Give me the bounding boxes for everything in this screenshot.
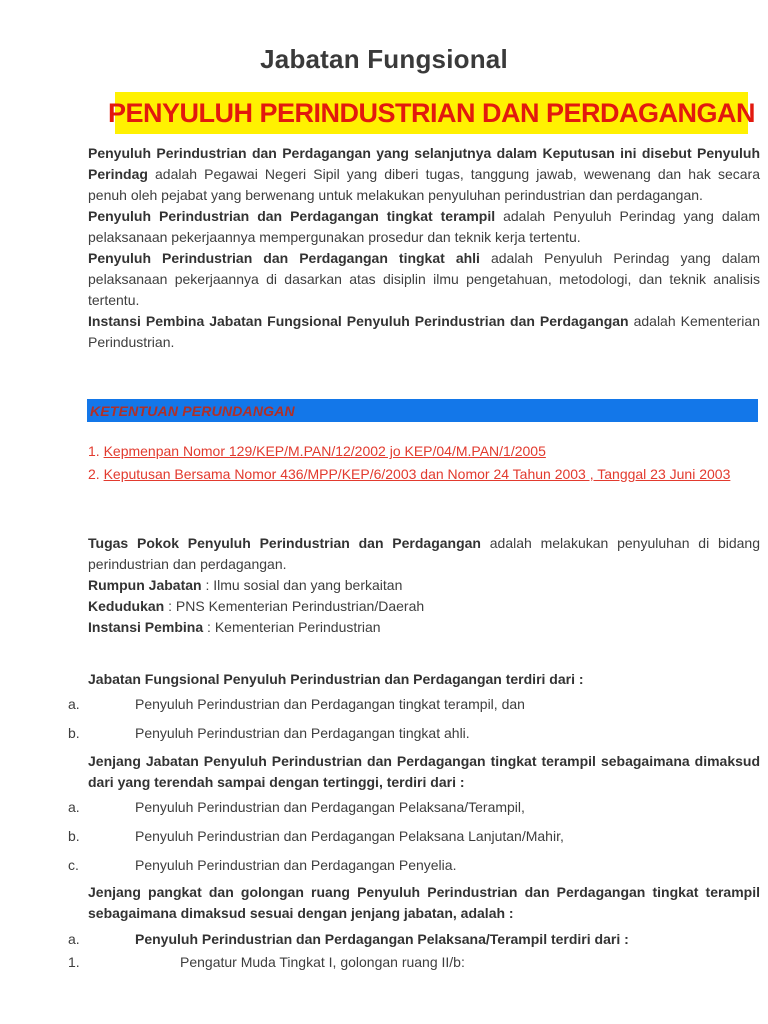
line-tugas-pokok: Tugas Pokok Penyuluh Perindustrian dan Perdagangan adalah melakukan penyuluhan di bidang perindustrian dan perdagangan. bbox=[88, 535, 761, 572]
regulation-line bbox=[88, 463, 760, 486]
paragraph-instansi-pembina: Instansi Pembina Jabatan Fungsional Penyuluh Perindustrian dan Perdagangan adalah Kementerian Perindustrian. bbox=[88, 313, 760, 350]
page-title: Jabatan Fungsional bbox=[260, 44, 508, 74]
regulation-line bbox=[88, 440, 760, 463]
highlighted-heading bbox=[107, 92, 756, 134]
section-heading: Jabatan Fungsional Penyuluh Perindustrian dan Perdagangan terdiri dari : bbox=[88, 671, 584, 687]
section-bar-label: KETENTUAN PERUNDANGAN bbox=[90, 402, 295, 419]
regulation-link-keputusan-bersama[interactable]: Keputusan Bersama Nomor 436/MPP/KEP/6/2003 dan Nomor 24 Tahun 2003 , Tanggal 23 Juni 2003 bbox=[103, 466, 731, 482]
regulation-link-kepmenpan[interactable]: Kepmenpan Nomor 129/KEP/M.PAN/12/2002 jo KEP/04/M.PAN/1/2005 bbox=[103, 443, 546, 459]
section-heading: Jenjang pangkat dan golongan ruang Penyuluh Perindustrian dan Perdagangan tingkat terampil sebagaimana dimaksud sesuai dengan jenjang jabatan, adalah : bbox=[88, 884, 760, 921]
section-jenjang-jabatan bbox=[68, 751, 760, 876]
paragraph-tingkat-ahli: Penyuluh Perindustrian dan Perdagangan tingkat ahli adalah Penyuluh Perindag yang dalam pelaksanaan pekerjaannya di dasarkan atas disiplin ilmu pengetahuan, metodologi, dan teknik analisis tertentu. bbox=[88, 250, 760, 308]
list-item: a. Penyuluh Perindustrian dan Perdagangan Pelaksana/Terampil, bbox=[68, 799, 525, 815]
section-heading: Jenjang Jabatan Penyuluh Perindustrian dan Perdagangan tingkat terampil sebagaimana dimaksud dari yang terendah sampai dengan tertinggi, terdiri dari : bbox=[88, 753, 760, 790]
line-kedudukan: Kedudukan : PNS Kementerian Perindustrian/Daerah bbox=[88, 598, 425, 614]
list-item: b. Penyuluh Perindustrian dan Perdagangan tingkat ahli. bbox=[68, 725, 470, 741]
intro-paragraphs bbox=[88, 143, 760, 353]
section-bar-ketentuan-perundangan bbox=[87, 399, 758, 422]
section-terdiri-dari bbox=[68, 669, 760, 744]
regulation-links bbox=[88, 440, 760, 486]
list-item: a. Penyuluh Perindustrian dan Perdagangan tingkat terampil, dan bbox=[68, 696, 525, 712]
line-rumpun-jabatan: Rumpun Jabatan : Ilmu sosial dan yang berkaitan bbox=[88, 577, 403, 593]
list-item: c. Penyuluh Perindustrian dan Perdagangan Penyelia. bbox=[68, 857, 457, 873]
section-jenjang-pangkat bbox=[68, 882, 760, 973]
paragraph-tingkat-terampil: Penyuluh Perindustrian dan Perdagangan tingkat terampil adalah Penyuluh Perindag yang dalam pelaksanaan pekerjaannya mempergunakan prosedur dan teknik kerja tertentu. bbox=[88, 208, 760, 245]
list-item: b. Penyuluh Perindustrian dan Perdagangan Pelaksana Lanjutan/Mahir, bbox=[68, 828, 564, 844]
regulation-number: 1. bbox=[88, 443, 100, 459]
profile-block bbox=[88, 533, 760, 638]
regulation-number: 2. bbox=[88, 466, 100, 482]
highlighted-heading-text: PENYULUH PERINDUSTRIAN DAN PERDAGANGAN bbox=[107, 97, 756, 128]
paragraph-definition-perindag: Penyuluh Perindustrian dan Perdagangan yang selanjutnya dalam Keputusan ini disebut Penyuluh Perindag adalah Pegawai Negeri Sipil yang diberi tugas, tanggung jawab, wewenang dan hak secara penuh oleh pejabat yang berwenang untuk melakukan penyuluhan perindustrian dan perdagangan. bbox=[88, 145, 760, 203]
line-instansi-pembina: Instansi Pembina : Kementerian Perindustrian bbox=[88, 619, 381, 635]
list-item: 1. Pengatur Muda Tingkat I, golongan ruang II/b: bbox=[68, 954, 465, 970]
list-item: a. Penyuluh Perindustrian dan Perdagangan Pelaksana/Terampil terdiri dari : bbox=[68, 931, 629, 947]
